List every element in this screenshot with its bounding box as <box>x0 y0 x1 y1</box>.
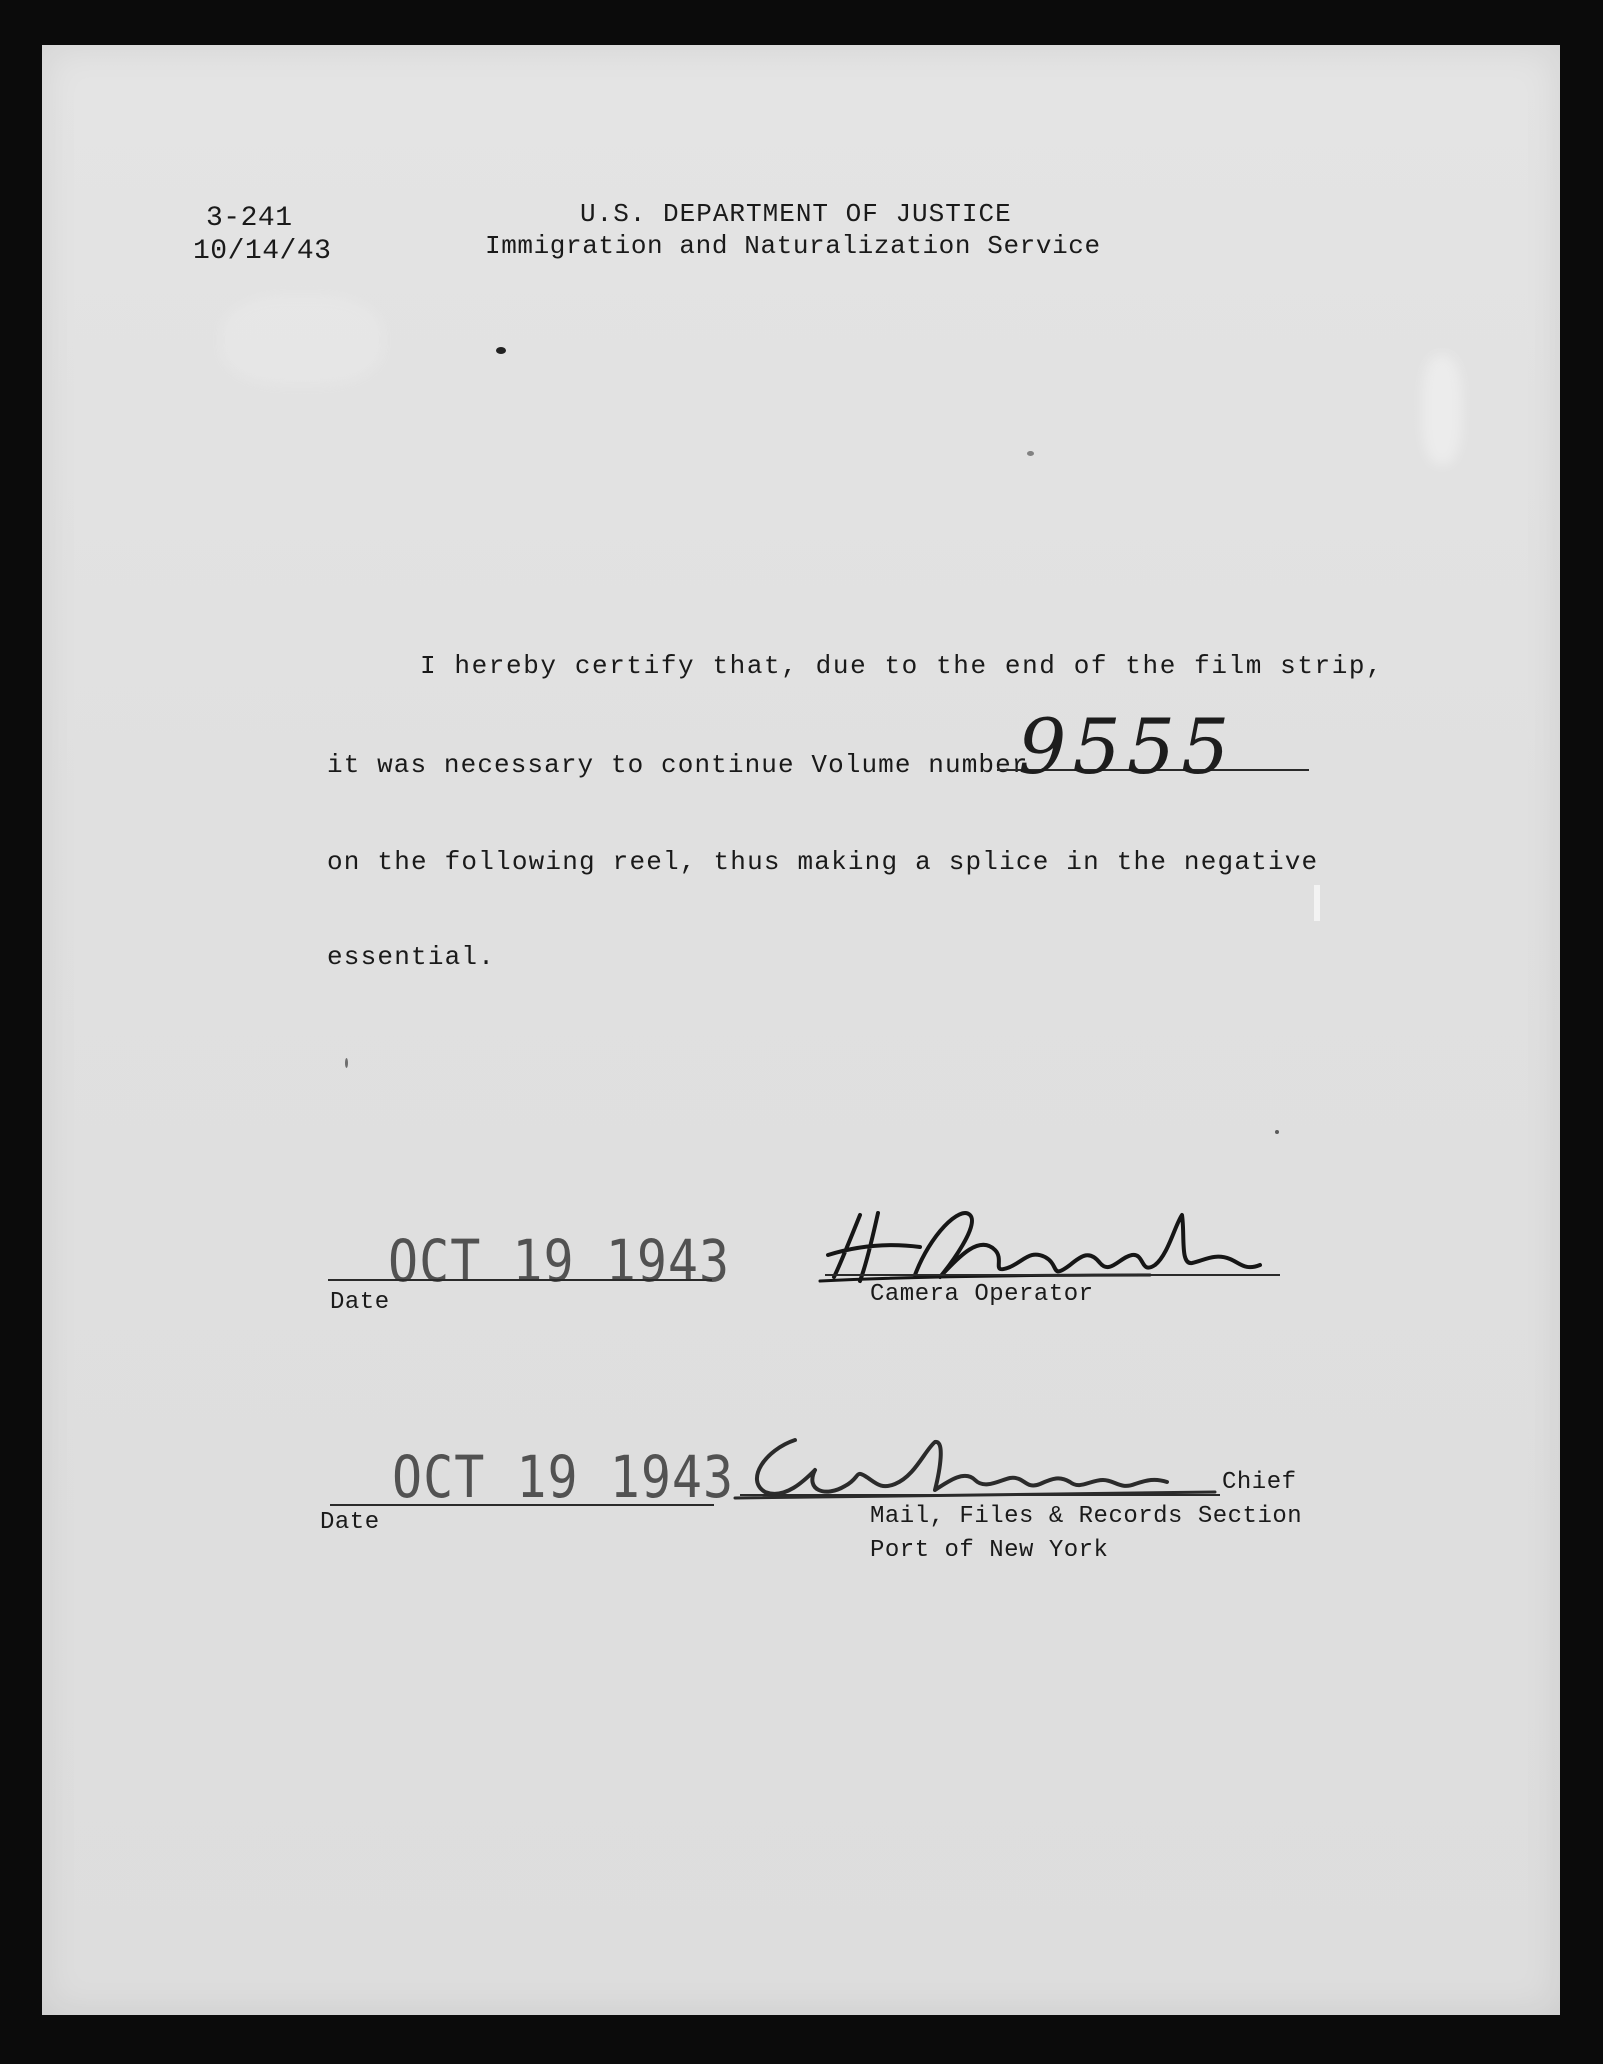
speck <box>1275 1130 1279 1134</box>
signature-line-2 <box>740 1494 1220 1496</box>
smudge <box>1422 355 1462 465</box>
chief-title: Chief <box>1222 1469 1297 1496</box>
smudge <box>222 295 382 385</box>
date-line-2 <box>330 1504 714 1506</box>
date-line-1 <box>328 1279 712 1281</box>
speck <box>1027 451 1034 456</box>
certification-line-4: essential. <box>327 942 496 972</box>
date-label-2: Date <box>320 1509 380 1536</box>
camera-operator-signature <box>820 1195 1280 1295</box>
volume-number-handwritten: 9555 <box>1018 702 1236 791</box>
date-stamp-1: OCT 19 1943 <box>388 1228 731 1295</box>
certification-line-1: I hereby certify that, due to the end of the film strip, <box>420 651 1384 681</box>
service-subtitle: Immigration and Naturalization Service <box>485 231 1101 261</box>
certification-line-2: it was necessary to continue Volume number <box>327 750 1029 780</box>
speck <box>345 1058 348 1068</box>
signature-line-1 <box>825 1274 1280 1276</box>
agency-title: U.S. DEPARTMENT OF JUSTICE <box>580 199 1012 229</box>
port-label: Port of New York <box>870 1537 1109 1564</box>
date-stamp-2: OCT 19 1943 <box>392 1444 735 1511</box>
form-revision-date: 10/14/43 <box>193 236 332 267</box>
camera-operator-label: Camera Operator <box>870 1281 1094 1308</box>
form-number: 3-241 <box>206 203 293 234</box>
date-label-1: Date <box>330 1289 390 1316</box>
certification-line-3: on the following reel, thus making a splice in the negative <box>327 847 1319 877</box>
document-paper <box>42 45 1560 2015</box>
speck <box>496 347 506 354</box>
section-label: Mail, Files & Records Section <box>870 1503 1303 1530</box>
paper-mark <box>1314 885 1320 921</box>
